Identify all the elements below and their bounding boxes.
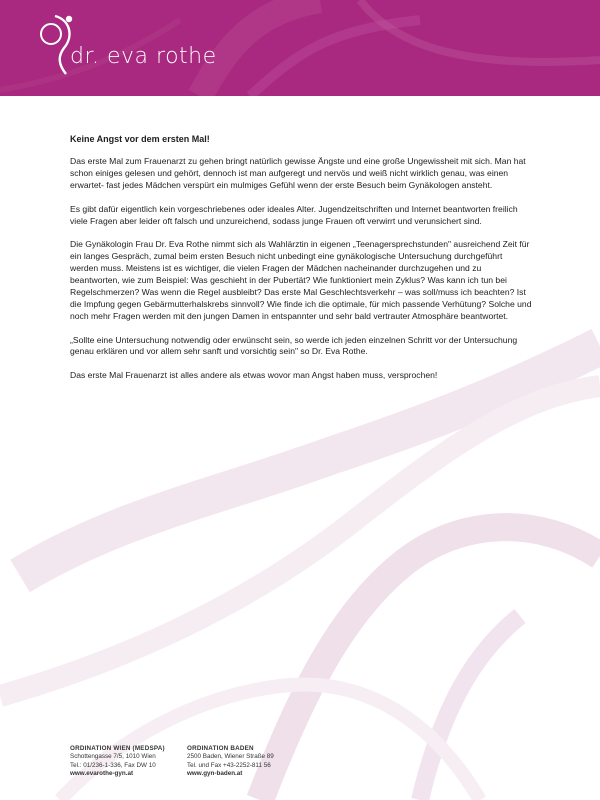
paragraph-4: „Sollte eine Untersuchung notwendig oder erwünscht sein, so werde ich jeden einzelnen Schritt vor der Untersuchung genau erklären und vor allem sehr sanft und vorsichtig sein" so Dr. Eva Rothe.: [70, 334, 518, 357]
footer-wien-address: Schottengasse 7/5, 1010 Wien: [70, 753, 156, 761]
footer-baden-web-link[interactable]: www.gyn-baden.at: [187, 770, 243, 778]
footer-baden-address: 2500 Baden, Wiener Straße 89: [187, 753, 274, 761]
footer-baden-title: ORDINATION BADEN: [187, 745, 254, 752]
footer-baden: [187, 745, 307, 779]
footer-wien-phone: Tel.: 01/236-1-336, Fax DW 10: [70, 761, 156, 769]
footer-baden-phone: Tel. und Fax +43-2252-811 56: [187, 761, 271, 769]
paragraph-3: Die Gynäkologin Frau Dr. Eva Rothe nimmt sich als Wahlärztin in eigenen „Teenagersprechstunden" ausreichend Zeit für ein langes Gespräch, zumal beim ersten Besuch nicht unbedingt eine gynäkologische Untersuchung durchgeführt werden muss. Meistens ist es wichtiger, die vielen Fragen der Mädchen nacheinander durchzugehen und zu beantworten, wie zum Beispiel: Was geschieht in der Pubertät? Wie funktioniert mein Zyklus? Was kann ich tun bei Regelschmerzen? Was wenn die Regel ausbleibt? Das erste Mal Geschlechtsverkehr – was soll/muss ich beachten? Ist die Impfung gegen Gebärmutterhalskrebs sinnvoll? Wie finde ich die optimale, für mich passende Verhütung? Solche und noch mehr Fragen werden mit den jungen Damen in entspannter und sehr bald vertrauter Atmosphäre beantwortet.: [70, 239, 532, 321]
letter-body: [70, 133, 532, 394]
letter-heading: Keine Angst vor dem ersten Mal!: [70, 134, 210, 144]
footer-wien: [70, 745, 190, 779]
paragraph-1: Das erste Mal zum Frauenarzt zu gehen bringt natürlich gewisse Ängste und eine große Ungewissheit mit sich. Man hat schon einiges gelesen und gehört, dennoch ist man aufgeregt und nervös und weiß nicht wirklich genau, was einen erwartet- fast jedes Mädchen verspürt ein mulmiges Gefühl wenn der erste Besuch beim Gynäkologen ansteht.: [70, 156, 526, 190]
letterhead-banner: [0, 0, 600, 96]
paragraph-5: Das erste Mal Frauenarzt ist alles andere als etwas wovor man Angst haben muss, versprochen!: [70, 370, 438, 381]
footer-wien-web-link[interactable]: www.evarothe-gyn.at: [70, 770, 134, 778]
paragraph-2: Es gibt dafür eigentlich kein vorgeschriebenes oder ideales Alter. Jugendzeitschriften und Internet beantworten freilich viele Fragen aber leider oft falsch und unzureichend, sodass junge Frauen oft verwirrt und verunsichert sind.: [70, 203, 518, 226]
footer-wien-title: ORDINATION WIEN (MEDSPA): [70, 745, 165, 752]
brand-name: dr. eva rothe: [70, 44, 217, 69]
